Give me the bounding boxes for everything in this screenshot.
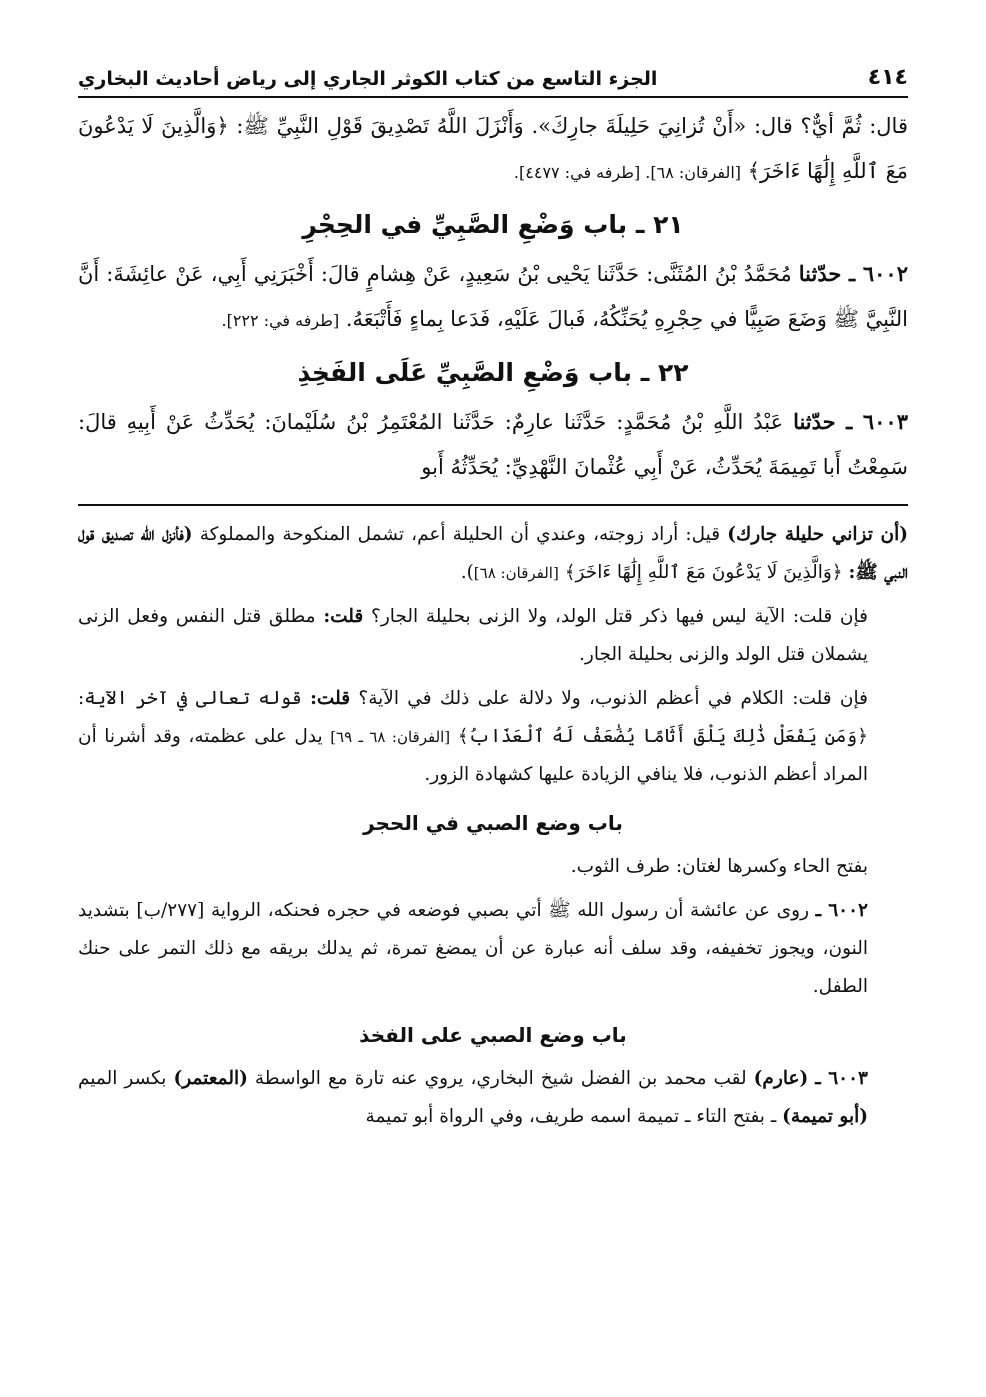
intro-paragraph	[78, 104, 908, 195]
hadith-text	[78, 104, 908, 490]
hadith-number: ٦٠٠٣ ـ حدّثنا	[793, 409, 908, 434]
commentary-text: ـ بفتح التاء ـ تميمة اسمه طريف، وفي الرواة أبو تميمة	[365, 1106, 777, 1127]
page-header	[78, 60, 908, 98]
commentary-paragraph	[78, 680, 908, 794]
hadith-number: ٦٠٠٣ ـ	[815, 1068, 868, 1089]
bold-term: (المعتمر)	[173, 1068, 248, 1089]
bold-term: قلت:	[310, 688, 351, 709]
bold-term: (عارم)	[753, 1068, 809, 1089]
chapter-heading-21: ٢١ ـ باب وَضْعِ الصَّبِيِّ في الحِجْرِ	[302, 210, 684, 239]
commentary-section-heading: باب وضع الصبي في الحجر	[363, 811, 623, 835]
chapter-heading-22: ٢٢ ـ باب وَضْعِ الصَّبِيِّ عَلَى الفَخِذِ	[297, 358, 689, 387]
commentary-text: بكسر الميم	[78, 1068, 167, 1089]
commentary-paragraph	[78, 516, 908, 592]
commentary-text: مطلق قتل النفس وفعل الزنى يشملان قتل الولد والزنى بحليلة الجار.	[78, 606, 868, 665]
commentary-text: فإن قلت: الآية ليس فيها ذكر قتل الولد، ولا الزنى بحليلة الجار؟	[371, 606, 868, 627]
commentary	[78, 516, 908, 1136]
hadith-body: عَبْدُ اللَّهِ بْنُ مُحَمَّدٍ: حَدَّثَنا عارِمٌ: حَدَّثَنا المُعْتَمِرُ بْنُ سُلَيْمانَ: يُحَدِّثُ عَنْ أَبِيهِ قالَ: سَمِعْتُ أَبا تَمِيمَةَ يُحَدِّثُ، عَنْ أَبِي عُثْمانَ النَّهْدِيِّ: يُحَدِّثُهُ أَبو	[78, 410, 908, 479]
running-title: الجزء التاسع من كتاب الكوثر الجاري إلى رياض أحاديث البخاري	[78, 68, 658, 90]
hadith-number: ٦٠٠٢ ـ حدّثنا	[798, 261, 908, 286]
intro-line: قال: ثُمَّ أيٌّ؟ قال: «أَنْ تُزانِيَ حَلِيلَةَ جارِكَ». وَأَنْزَلَ اللَّهُ تَصْدِيقَ قَوْلِ النَّبِيِّ ﷺ:	[236, 114, 908, 138]
commentary-text: لقب محمد بن الفضل شيخ البخاري، يروي عنه تارة مع الواسطة	[254, 1068, 747, 1089]
bold-term: (أبو تميمة)	[782, 1106, 868, 1127]
footnote-divider	[78, 504, 908, 506]
quran-verse: ﴿وَالَّذِينَ لَا يَدْعُونَ مَعَ ٱللَّهِ إِلَٰهًا ءَاخَرَ﴾	[78, 114, 908, 183]
verse-reference: [الفرقان: ٦٨]. [طرفه في: ٤٤٧٧].	[513, 163, 742, 182]
hadith-reference: [طرفه في: ٢٢٢].	[221, 311, 340, 330]
commentary-paragraph	[78, 892, 908, 1006]
commentary-paragraph	[78, 1060, 908, 1136]
commentary-text: قوله تعالى في آخر الآية:	[78, 688, 302, 709]
commentary-paragraph: بفتح الحاء وكسرها لغتان: طرف الثوب.	[570, 856, 868, 877]
punctuation: ).	[460, 562, 474, 583]
commentary-text: فإن قلت: الكلام في أعظم الذنوب، ولا دلالة على ذلك في الآية؟	[358, 688, 868, 709]
hadith-6003	[78, 399, 908, 490]
hadith-body: مُحَمَّدُ بْنُ المُثَنَّى: حَدَّثَنا يَحْيى بْنُ سَعِيدٍ، عَنْ هِشامٍ قالَ: أَخْبَرَنِي أَبِي، عَنْ عائِشَةَ: أَنَّ النَّبِيَّ ﷺ وَضَعَ صَبِيًّا في حِجْرِهِ يُحَنِّكُهُ، فَبالَ عَلَيْهِ، فَدَعا بِماءٍ فَأَتْبَعَهُ.	[78, 262, 908, 331]
hadith-number: ٦٠٠٢ ـ	[815, 900, 868, 921]
commentary-text: يدل على عظمته، وقد أشرنا أن المراد أعظم الذنوب، فلا ينافي الزيادة عليها كشهادة الزور.	[78, 726, 868, 785]
verse-reference: [الفرقان: ٦٨ ـ ٦٩]	[330, 728, 451, 746]
commentary-section-heading: باب وضع الصبي على الفخذ	[359, 1023, 627, 1047]
quran-verse: ﴿وَمَن يَفْعَلْ ذَٰلِكَ يَلْقَ أَثَامًا يُضَٰعَفْ لَهُ ٱلْعَذَابُ﴾	[457, 726, 868, 747]
commentary-text: روى عن عائشة أن رسول الله ﷺ أتي بصبي فوضعه في حجره فحنكه، الرواية [٢٧٧/ب] بتشديد النون، ويجوز تخفيفه، وقد سلف أنه عبارة عن أن يمضغ تمرة، ثم يدلك بريقه مع ذلك التمر على حنك الطفل.	[78, 900, 868, 997]
bold-term: (أن تزاني حليلة جارك)	[727, 524, 909, 545]
bold-term: قلت:	[323, 606, 364, 627]
book-page	[78, 60, 908, 1142]
quran-verse: ﴿وَالَّذِينَ لَا يَدْعُونَ مَعَ ٱللَّهِ إِلَٰهًا ءَاخَرَ﴾	[564, 562, 843, 583]
bold-term: (فأنزل الله تصديق قول النبي ﷺ:	[78, 524, 908, 583]
commentary-text: قيل: أراد زوجته، وعندي أن الحليلة أعم، تشمل المنكوحة والمملوكة	[199, 524, 721, 545]
commentary-paragraph	[78, 598, 908, 674]
hadith-6002	[78, 251, 908, 343]
page-number: ٤١٤	[867, 65, 908, 90]
verse-reference: [الفرقان: ٦٨]	[473, 564, 559, 582]
